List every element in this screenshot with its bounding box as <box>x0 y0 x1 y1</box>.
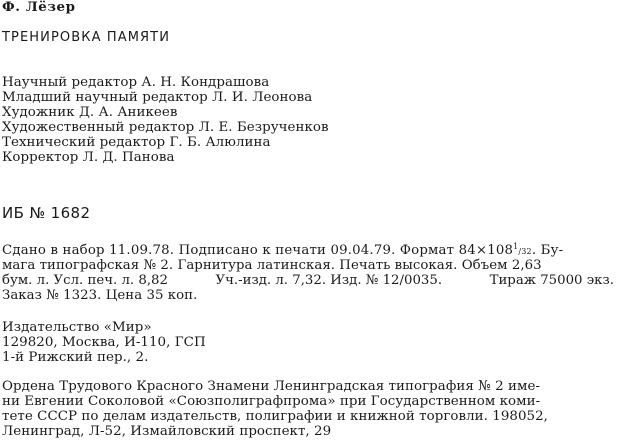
imprint-sheets: бум. л. Усл. печ. л. 8,82 <box>2 273 168 288</box>
credit-technical-editor: Технический редактор Г. Б. Алюлина <box>2 135 271 150</box>
format-fraction-numerator: 1 <box>513 242 519 251</box>
format-fraction-denominator: /32 <box>518 247 532 256</box>
imprint-line-1-end: . Бу- <box>531 243 564 258</box>
credit-art-editor: Художественный редактор Л. Е. Безрученков <box>2 120 329 135</box>
imprint-edition: Уч.-изд. л. 7,32. Изд. № 12/0035. <box>215 273 443 288</box>
credit-artist: Художник Д. А. Аникеев <box>2 105 178 120</box>
credit-proofreader: Корректор Л. Д. Панова <box>2 150 175 165</box>
printer-line-2: ни Евгении Соколовой «Союзполиграфпрома» при Государственном коми- <box>2 394 541 409</box>
book-title: ТРЕНИРОВКА ПАМЯТИ <box>2 30 171 45</box>
printer-line-4: Ленинград, Л-52, Измайловский проспект, 29 <box>2 424 332 439</box>
imprint-line-1 <box>2 243 563 258</box>
imprint-line-1-text: Сдано в набор 11.09.78. Подписано к печати 09.04.79. Формат 84×108 <box>2 243 514 258</box>
publisher-name: Издательство «Мир» <box>2 320 152 335</box>
author-name: Ф. Лёзер <box>2 0 76 15</box>
imprint-line-2: мага типографская № 2. Гарнитура латинская. Печать высокая. Объем 2,63 <box>2 258 542 273</box>
ib-number: ИБ № 1682 <box>2 204 91 222</box>
imprint-line-4: Заказ № 1323. Цена 35 коп. <box>2 288 198 303</box>
credit-scientific-editor: Научный редактор А. Н. Кондрашова <box>2 75 270 90</box>
publisher-street: 1-й Рижский пер., 2. <box>2 350 149 365</box>
imprint-print-run: Тираж 75000 экз. <box>489 273 614 288</box>
printer-line-1: Ордена Трудового Красного Знамени Ленинградская типография № 2 име- <box>2 379 541 394</box>
credit-junior-editor: Младший научный редактор Л. И. Леонова <box>2 90 313 105</box>
publisher-address: 129820, Москва, И-110, ГСП <box>2 335 206 350</box>
printer-line-3: тете СССР по делам издательств, полиграфии и книжной торговли. 198052, <box>2 409 548 424</box>
imprint-line-3 <box>2 273 614 288</box>
